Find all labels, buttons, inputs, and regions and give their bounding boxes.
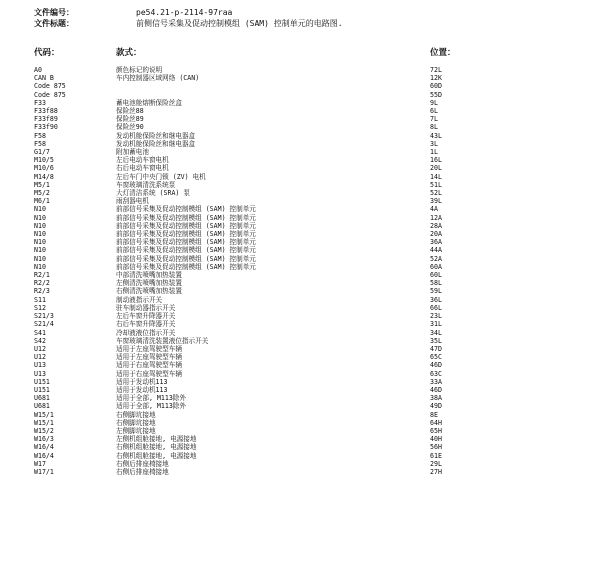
row-description: 前部信号采集及促动控制模组 (SAM) 控制单元: [116, 254, 256, 263]
row-code: S21/3: [34, 312, 54, 321]
row-code: U13: [34, 361, 46, 370]
row-position: 14L: [430, 172, 442, 181]
component-table: [0, 66, 600, 476]
row-code: N10: [34, 238, 46, 247]
table-row: [0, 296, 600, 304]
row-code: S41: [34, 328, 46, 337]
row-position: 20A: [430, 230, 442, 239]
row-position: 9L: [430, 98, 438, 107]
table-row: [0, 460, 600, 468]
row-position: 12A: [430, 213, 442, 222]
row-code: U151: [34, 385, 50, 394]
file-number-label: 文件编号：: [34, 8, 74, 17]
table-row: [0, 222, 600, 230]
table-row: [0, 329, 600, 337]
row-code: A0: [34, 66, 42, 74]
row-code: N10: [34, 221, 46, 230]
row-code: U681: [34, 394, 50, 403]
table-row: [0, 214, 600, 222]
row-position: 44A: [430, 246, 442, 255]
table-row: [0, 402, 600, 410]
column-header-description: 款式：: [116, 48, 142, 58]
row-position: 27H: [430, 467, 442, 476]
table-row: [0, 435, 600, 443]
row-description: 右侧后排座椅接地: [116, 459, 169, 468]
row-position: 36L: [430, 295, 442, 304]
table-row: [0, 394, 600, 402]
table-row: [0, 279, 600, 287]
table-row: [0, 74, 600, 82]
row-position: 46D: [430, 361, 442, 370]
table-row: [0, 378, 600, 386]
row-description: 适用于右座驾驶型车辆: [116, 369, 182, 378]
row-position: 20L: [430, 164, 442, 173]
table-row: [0, 66, 600, 74]
row-description: 左侧脚坑接地: [116, 426, 156, 435]
row-code: U151: [34, 377, 50, 386]
table-row: [0, 132, 600, 140]
row-code: N10: [34, 262, 46, 271]
row-description: 前部信号采集及促动控制模组 (SAM) 控制单元: [116, 205, 256, 214]
row-code: F33f88: [34, 107, 58, 116]
row-position: 23L: [430, 312, 442, 321]
row-position: 39L: [430, 197, 442, 206]
column-header-position: 位置：: [430, 48, 456, 58]
row-description: 前部信号采集及促动控制模组 (SAM) 控制单元: [116, 238, 256, 247]
table-row: [0, 427, 600, 435]
row-code: Code 875: [34, 90, 66, 99]
table-row: [0, 173, 600, 181]
table-row: [0, 337, 600, 345]
table-row: [0, 452, 600, 460]
row-code: F33: [34, 98, 46, 107]
row-position: 66L: [430, 303, 442, 312]
table-row: [0, 263, 600, 271]
row-description: 右后电动车窗电机: [116, 164, 169, 173]
row-code: N10: [34, 205, 46, 214]
row-code: S42: [34, 336, 46, 345]
row-code: W17/1: [34, 467, 54, 476]
row-code: W15/1: [34, 410, 54, 419]
row-position: 55D: [430, 90, 442, 99]
row-code: U13: [34, 369, 46, 378]
table-row: [0, 370, 600, 378]
table-row: [0, 148, 600, 156]
row-description: 车内控制器区域网络 (CAN): [116, 74, 200, 83]
row-position: 35L: [430, 336, 442, 345]
table-row: [0, 238, 600, 246]
row-position: 29L: [430, 459, 442, 468]
row-code: U12: [34, 344, 46, 353]
row-description: 蓄电池舱熔断保险丝盒: [116, 98, 182, 107]
table-row: [0, 353, 600, 361]
row-position: 38A: [430, 394, 442, 403]
row-code: U681: [34, 402, 50, 411]
table-row: [0, 419, 600, 427]
table-row: [0, 91, 600, 99]
row-description: 保险丝90: [116, 123, 144, 132]
row-code: M5/2: [34, 189, 50, 198]
table-row: [0, 230, 600, 238]
row-description: 适用于左座驾驶型车辆: [116, 344, 182, 353]
table-row: [0, 189, 600, 197]
file-title-value: 前侧信号采集及促动控制模组 (SAM) 控制单元的电路图.: [136, 19, 343, 28]
row-description: 适用于左座驾驶型车辆: [116, 353, 182, 362]
row-position: 65C: [430, 353, 442, 362]
row-description: 适用于发动机113: [116, 385, 168, 394]
row-description: 左侧机组舱接地, 电源接地: [116, 435, 197, 444]
row-code: N10: [34, 246, 46, 255]
row-code: N10: [34, 213, 46, 222]
row-code: F33f90: [34, 123, 58, 132]
row-position: 8E: [430, 410, 438, 419]
row-description: 右侧脚坑接地: [116, 410, 156, 419]
row-description: 右侧机组舱接地, 电源接地: [116, 443, 197, 452]
row-position: 59L: [430, 287, 442, 296]
row-code: W16/3: [34, 435, 54, 444]
row-position: 28A: [430, 221, 442, 230]
row-description: 前部信号采集及促动控制模组 (SAM) 控制单元: [116, 262, 256, 271]
row-code: F58: [34, 131, 46, 140]
row-description: 发动机舱保险丝和继电器盒: [116, 131, 196, 140]
table-row: [0, 271, 600, 279]
table-row: [0, 345, 600, 353]
row-code: W15/1: [34, 418, 54, 427]
row-description: 适用于全部, M113除外: [116, 402, 186, 411]
row-position: 46D: [430, 385, 442, 394]
row-description: 适用于全部, M113除外: [116, 394, 186, 403]
row-code: M10/6: [34, 164, 54, 173]
row-description: 保险丝89: [116, 115, 144, 124]
row-code: G1/7: [34, 148, 50, 157]
table-row: [0, 246, 600, 254]
table-row: [0, 156, 600, 164]
file-number-value: pe54.21-p-2114-97raa: [136, 8, 233, 17]
row-code: M5/1: [34, 180, 50, 189]
table-row: [0, 443, 600, 451]
column-header-code: 代码：: [34, 48, 60, 58]
row-position: 4A: [430, 205, 438, 214]
row-position: 31L: [430, 320, 442, 329]
row-code: R2/1: [34, 271, 50, 280]
row-position: 52L: [430, 189, 442, 198]
row-code: M10/5: [34, 156, 54, 165]
table-row: [0, 287, 600, 295]
row-description: 前部信号采集及促动控制模组 (SAM) 控制单元: [116, 246, 256, 255]
row-description: 适用于发动机113: [116, 377, 168, 386]
table-row: [0, 304, 600, 312]
row-position: 43L: [430, 131, 442, 140]
row-position: 12K: [430, 74, 442, 83]
table-row: [0, 312, 600, 320]
row-description: 驻车制动器指示开关: [116, 303, 176, 312]
row-description: 车窗玻璃清洗系统泵: [116, 180, 176, 189]
row-code: R2/3: [34, 287, 50, 296]
row-code: W15/2: [34, 426, 54, 435]
row-description: 中部清洗喷嘴加热装置: [116, 271, 182, 280]
table-row: [0, 205, 600, 213]
row-code: R2/2: [34, 279, 50, 288]
row-code: CAN B: [34, 74, 54, 83]
row-code: S21/4: [34, 320, 54, 329]
table-row: [0, 123, 600, 131]
row-position: 63C: [430, 369, 442, 378]
row-code: W17: [34, 459, 46, 468]
table-row: [0, 386, 600, 394]
table-row: [0, 181, 600, 189]
row-code: U12: [34, 353, 46, 362]
row-code: W16/4: [34, 451, 54, 460]
row-position: 34L: [430, 328, 442, 337]
row-code: N10: [34, 254, 46, 263]
table-row: [0, 320, 600, 328]
row-description: 右侧后排座椅接地: [116, 467, 169, 476]
row-position: 49D: [430, 402, 442, 411]
row-position: 52A: [430, 254, 442, 263]
row-description: 左后车窗升降器开关: [116, 312, 176, 321]
row-position: 60L: [430, 271, 442, 280]
table-row: [0, 411, 600, 419]
table-row: [0, 164, 600, 172]
row-description: 右后车窗升降器开关: [116, 320, 176, 329]
row-description: 适用于右座驾驶型车辆: [116, 361, 182, 370]
row-description: 右侧清洗喷嘴加热装置: [116, 287, 182, 296]
row-description: 颜色标记的说明: [116, 66, 163, 74]
row-code: N10: [34, 230, 46, 239]
row-description: 保险丝88: [116, 107, 144, 116]
row-code: M6/1: [34, 197, 50, 206]
table-row: [0, 197, 600, 205]
row-description: 发动机舱保险丝和继电器盒: [116, 139, 196, 148]
row-code: W16/4: [34, 443, 54, 452]
row-position: 36A: [430, 238, 442, 247]
row-position: 65H: [430, 426, 442, 435]
row-position: 33A: [430, 377, 442, 386]
row-description: 右侧脚坑接地: [116, 418, 156, 427]
row-position: 60A: [430, 262, 442, 271]
table-row: [0, 468, 600, 476]
row-position: 47D: [430, 344, 442, 353]
row-position: 1L: [430, 148, 438, 157]
row-description: 前部信号采集及促动控制模组 (SAM) 控制单元: [116, 213, 256, 222]
row-description: 冷却液液位指示开关: [116, 328, 176, 337]
row-description: 制动液指示开关: [116, 295, 163, 304]
row-code: S12: [34, 303, 46, 312]
row-description: 左后车门中央门锁 (ZV) 电机: [116, 172, 206, 181]
row-position: 56H: [430, 443, 442, 452]
row-position: 6L: [430, 107, 438, 116]
row-description: 雨刮器电机: [116, 197, 149, 206]
table-row: [0, 255, 600, 263]
row-code: Code 875: [34, 82, 66, 91]
row-position: 40H: [430, 435, 442, 444]
row-code: F33f89: [34, 115, 58, 124]
table-row: [0, 140, 600, 148]
table-row: [0, 115, 600, 123]
row-position: 16L: [430, 156, 442, 165]
row-position: 8L: [430, 123, 438, 132]
row-position: 72L: [430, 66, 442, 74]
row-code: S11: [34, 295, 46, 304]
row-position: 51L: [430, 180, 442, 189]
file-title-label: 文件标题：: [34, 19, 74, 28]
row-position: 3L: [430, 139, 438, 148]
row-position: 58L: [430, 279, 442, 288]
row-position: 60D: [430, 82, 442, 91]
row-code: M14/8: [34, 172, 54, 181]
row-code: F58: [34, 139, 46, 148]
row-position: 7L: [430, 115, 438, 124]
row-description: 前部信号采集及促动控制模组 (SAM) 控制单元: [116, 230, 256, 239]
row-description: 前部信号采集及促动控制模组 (SAM) 控制单元: [116, 221, 256, 230]
table-row: [0, 361, 600, 369]
row-description: 车窗玻璃清洗装置液位指示开关: [116, 336, 209, 345]
row-description: 左侧清洗喷嘴加热装置: [116, 279, 182, 288]
table-row: [0, 107, 600, 115]
table-row: [0, 82, 600, 90]
row-position: 64H: [430, 418, 442, 427]
row-description: 右侧机组舱接地, 电源接地: [116, 451, 197, 460]
table-row: [0, 99, 600, 107]
row-description: 附加蓄电池: [116, 148, 149, 157]
row-description: 大灯清洁系统 (SRA) 泵: [116, 189, 190, 198]
row-description: 左后电动车窗电机: [116, 156, 169, 165]
row-position: 61E: [430, 451, 442, 460]
